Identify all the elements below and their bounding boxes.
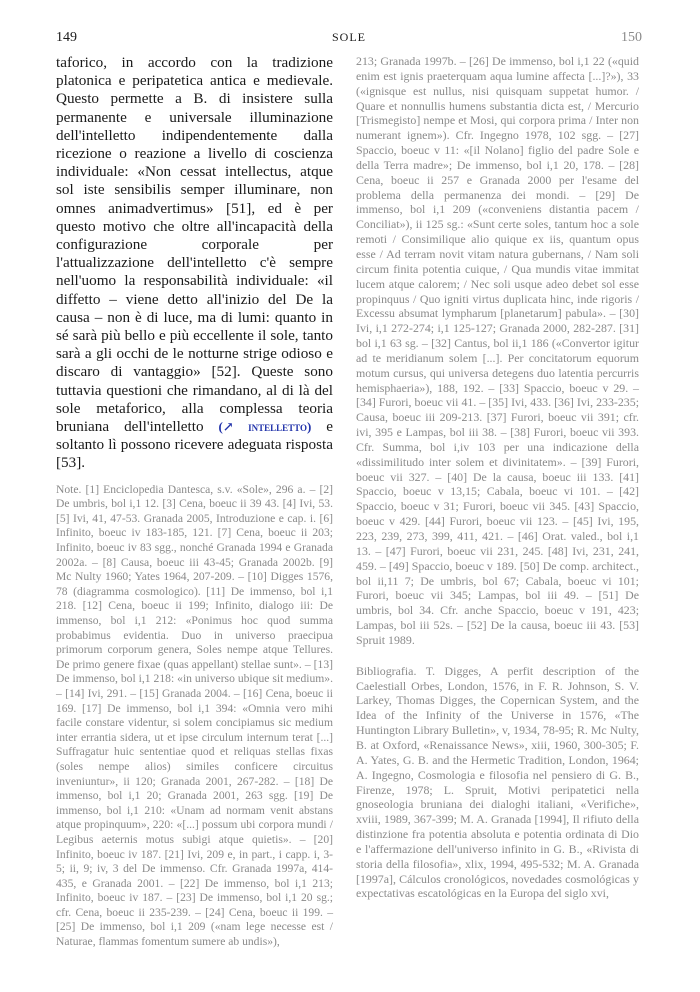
footnotes-right: 213; Granada 1997b. – [26] De immenso, bol i,1 22 («quid enim est ignis praeterquam aqua lumine affecta [...]?»), 33 («ignisque est nullus, nisi quisquam suppetat humor. / Quare et nonnullis humens substantia dicta est, / Mercurio [Trismegisto] nempe et Mosi, qui corpora prima / Inter non numerant ignem»). Cfr. Ingegno 1978, 102 sgg. – [27] Spaccio, boeuc v 11: «[il Nolano] figlio del padre Sole e della Terra madre»; De immenso, bol i,1 20, 178. – [28] Cena, boeuc ii 257 e Granada 2000 per l'esame del problema della permanenza dei mondi. – [29] De immenso, bol i,1 209 («conveniens distantia pacem / Conciliat»), ii 125 sg.: «Sunt certe soles, tantum hoc a sole remoti / Consimilique alio quique ex iis, quantum opus esse / Ad terram novit vitam natura gubernans, / Nam soli circum finita potentia cuique, / Qua mundis vitae immitat lucem atque calorem; / Nec soli usque adeo debet sol esse propinquus / Quo igniti virtus duplicata hinc, inde rigoris / Excessu absumat lympharum [planetarum] pabula». – [30] Ivi, i,1 272-274; i,1 125-127; Granada 2000, 282-287. [31] bol i,1 63 sg. – [32] Cantus, bol ii,1 186 («Convertor igitur ad te meridianum solem [...]. Per concitatorum equorum motum cursus, qui universa detegens duo latentia percurris hemisphaeria»), 188, 192. – [33] Spaccio, boeuc v 29. – [34] Furori, boeuc vii 41. – [35] Ivi, 433. [36] Ivi, 233-235; Causa, boeuc iii 209-213. [37] Furori, boeuc vii 391; cfr. ivi, 395 e Lampas, bol iii 38. – [38] Furori, boeuc vii 393. Cfr. Summa, bol i,iv 103 per una indicazione della «dissimilitudo inter solem et divinitatem». – [39] Furori, boeuc vii 327. – [40] De la causa, boeuc iii 133. [41] Spaccio, boeuc v 13,15; Cabala, boeuc vi 101. – [42] Spaccio, boeuc v 31; Furori, boeuc vii 345. [43] Spaccio, boeuc v 429. [44] Furori, boeuc vii 123. – [45] Ivi, 195, 223, 239, 273, 399, 411, 421. – [46] Orat. valed., bol i,1 13. – [47] Furori, boeuc vii 231, 245. [48] Ivi, 231, 241, 459. – [49] Spaccio, boeuc v 189. [50] De comp. architect., bol ii,11 7; De umbris, bol 67; Cabala, boeuc vi 101; Furori, boeuc vii 345; Lampas, bol iii 49. – [51] De umbris, bol 34. Cfr. anche Spaccio, boeuc v 191, 423; Lampas, bol iii 52s. – [52] De la causa, boeuc iii 43. [53] Spruit 1989. bbox=[356, 54, 639, 647]
body-text-part2: e soltanto lì possono ricevere adeguata risposta [53]. bbox=[56, 418, 334, 472]
page-number-right: 150 bbox=[621, 30, 642, 45]
cross-reference-link[interactable]: (↗ intelletto) bbox=[218, 419, 312, 435]
running-header bbox=[56, 30, 642, 50]
body-text-part1: taforico, in accordo con la tradizione platonica e peripatetica antica e medievale. Questo permette a B. di insistere sulla permanente e universale illuminazione dell'intelletto indipendentemente dalla ricezione o reazione a livello di coscienza individuale: «Non cessat intellectus, atque sol iste sensibilis semper illuminare, non omnes animadvertimus» [51], ed è per questo motivo che oltre all'incapacità della configurazione corporale per l'attualizzazione dell'intelletto c'è sempre nell'uomo la responsabilità individuale: «il diffetto – viene detto all'inizio del De la causa – non è di luce, ma di lumi: quanto in sé sarà più bello e più eccellente il sole, tanto sarà a gli occhi de le notturne strige odioso e discaro di vantaggio» [52]. Queste sono tuttavia questioni che rimandano, al di là del sole metaforico, alla complessa teoria bruniana dell'intelletto bbox=[56, 54, 333, 436]
body-text bbox=[56, 54, 333, 473]
right-column bbox=[356, 54, 639, 901]
page-number-left: 149 bbox=[56, 30, 77, 45]
running-title: SOLE bbox=[332, 30, 366, 44]
left-column bbox=[56, 54, 333, 950]
bibliography: Bibliografia. T. Digges, A perfit description of the Caelestiall Orbes, London, 1576, in F. R. Johnson, S. V. Larkey, Thomas Digges, the Copernican System, and the Idea of the Infinity of the Universe in 1576, «The Huntington Library Bulletin», v, 1934, 78-95; R. Mc Nulty, B. at Oxford, «Renaissance News», xiii, 1960, 300-305; F. A. Yates, G. B. and the Hermetic Tradition, London, 1964; A. Ingegno, Cosmologia e filosofia nel pensiero di G. B., Firenze, 1978; L. Spruit, Motivi peripatetici nella gnoseologia bruniana dei dialoghi italiani, «Verifiche», xviii, 1989, 367-399; M. A. Granada [1994], Il rifiuto della distinzione fra potentia absoluta e potentia ordinata di Dio e l'affermazione dell'universo infinito in G. B., «Rivista di storia della filosofia», xlix, 1994, 495-532; M. A. Granada [1997a], Cálculos cronológicos, novedades cosmológicas y expectativas escatológicas en la Europa del siglo xvi, bbox=[356, 663, 639, 901]
footnotes-left: Note. [1] Enciclopedia Dantesca, s.v. «Sole», 296 a. – [2] De umbris, bol i,1 12. [3] Cena, boeuc ii 39 43. [4] Ivi, 53. [5] Ivi, 41, 47-53. Granada 2005, Introduzione e cap. i. [6] Infinito, boeuc iv 183-185, 121. [7] Cena, boeuc ii 203; Infinito, boeuc iv 83 sgg., nonché Granada 1994 e Granada 2002a. – [8] Causa, boeuc iii 43-45; Granada 2002b. [9] Mc Nulty 1960; Yates 1964, 207-209. – [10] Digges 1576, 78 (diagramma cosmologico). [11] De immenso, bol i,1 218. [12] Cena, boeuc ii 199; Infinito, dialogo iii: De immenso, bol i,1 212: «Ponimus hoc quod summa probabimus evidentia. Duo in universo praecipua primorum corporum genera, Soles nempe atque Tellures. De primo genere fixae (quas appellant) stellae sunt». – [13] De immenso, bol i,1 218: «in universo ubique sit medium». – [14] Ivi, 291. – [15] Granada 2004. – [16] Cena, boeuc ii 169. [17] De immenso, bol i,1 394: «Omnia vero mihi facile constare videntur, si solem concipiamus sic medium inter errantia sidera, ut et ipse circulum internum terat [...] Suffragatur huic sententiae quod et reliquas stellas fixas (soles nempe alios) similes conficere circuitus inveniuntur», ii 120; Granada 2001, 267-282. – [18] De immenso, bol i,1 20; Granada 2001, 263 sgg. [19] De immenso, bol i,1 210: «Unam ad normam venit abstans atque propinquum», 220: «[...] possum ubi corpora mundi / Legibus aeternis motus subigi atque quietis». – [20] Infinito, boeuc iv 187. [21] Ivi, 209 e, in part., i capp. i, 3-5; ii, 9; iv, 3 del De immenso. Cfr. Granada 1997a, 414-435, e Granada 2001. – [22] De immenso, bol i,1 213; Infinito, boeuc iv 187. – [23] De immenso, bol i,1 20 sg.; cfr. Cena, boeuc ii 235-239. – [24] Cena, boeuc ii 199. – [25] De immenso, bol i,1 209 («nam lege necesse est / Naturae, flammas fomentum sumere ab undis»), bbox=[56, 482, 333, 949]
